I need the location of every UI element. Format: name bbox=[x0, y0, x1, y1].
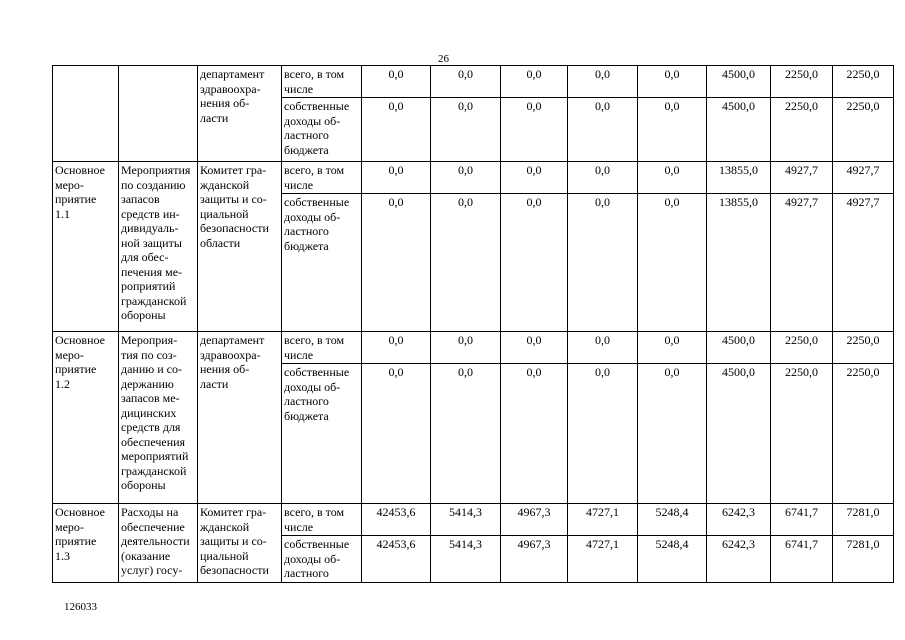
value-cell: 0,0 bbox=[501, 162, 568, 194]
value-cell: 13855,0 bbox=[707, 162, 771, 194]
executor-cell: Комитет гра- жданской защиты и со- циальной безопасности bbox=[198, 504, 282, 583]
value-cell: 13855,0 bbox=[707, 194, 771, 332]
value-cell: 2250,0 bbox=[833, 364, 894, 504]
measure-cell: Расходы на обеспечение деятельности (оказание услуг) госу- bbox=[119, 504, 198, 583]
value-cell: 0,0 bbox=[431, 162, 501, 194]
budget-table bbox=[52, 65, 894, 583]
value-cell: 2250,0 bbox=[771, 332, 833, 364]
funding-source-cell: собственные доходы об- ластного бюджета bbox=[282, 194, 362, 332]
value-cell: 0,0 bbox=[362, 162, 431, 194]
value-cell: 5414,3 bbox=[431, 536, 501, 583]
table-row bbox=[53, 332, 894, 364]
value-cell: 0,0 bbox=[568, 332, 638, 364]
value-cell: 0,0 bbox=[501, 66, 568, 98]
value-cell: 0,0 bbox=[501, 194, 568, 332]
measure-cell: Мероприя- тия по соз- данию и со- держанию запасов ме- дицинских средств для обеспечения мероприятий гражданской обороны bbox=[119, 332, 198, 504]
value-cell: 0,0 bbox=[638, 332, 707, 364]
funding-source-cell: собственные доходы об- ластного bbox=[282, 536, 362, 583]
value-cell: 0,0 bbox=[431, 364, 501, 504]
value-cell: 4927,7 bbox=[771, 194, 833, 332]
value-cell: 4927,7 bbox=[771, 162, 833, 194]
value-cell: 0,0 bbox=[431, 66, 501, 98]
value-cell: 0,0 bbox=[431, 332, 501, 364]
value-cell: 4967,3 bbox=[501, 504, 568, 536]
value-cell: 4727,1 bbox=[568, 504, 638, 536]
program-cell bbox=[53, 66, 119, 162]
value-cell: 0,0 bbox=[638, 162, 707, 194]
value-cell: 4967,3 bbox=[501, 536, 568, 583]
value-cell: 0,0 bbox=[568, 162, 638, 194]
funding-source-cell: всего, в том числе bbox=[282, 504, 362, 536]
value-cell: 0,0 bbox=[362, 332, 431, 364]
value-cell: 5248,4 bbox=[638, 504, 707, 536]
table-row bbox=[53, 504, 894, 536]
program-cell: Основное меро- приятие 1.2 bbox=[53, 332, 119, 504]
value-cell: 0,0 bbox=[568, 98, 638, 162]
value-cell: 0,0 bbox=[638, 194, 707, 332]
value-cell: 6242,3 bbox=[707, 536, 771, 583]
value-cell: 2250,0 bbox=[771, 66, 833, 98]
value-cell: 4500,0 bbox=[707, 364, 771, 504]
executor-cell: Комитет гра- жданской защиты и со- циальной безопасности области bbox=[198, 162, 282, 332]
value-cell: 0,0 bbox=[501, 98, 568, 162]
value-cell: 0,0 bbox=[568, 194, 638, 332]
value-cell: 0,0 bbox=[431, 194, 501, 332]
funding-source-cell: всего, в том числе bbox=[282, 332, 362, 364]
value-cell: 7281,0 bbox=[833, 536, 894, 583]
table-row bbox=[53, 66, 894, 98]
value-cell: 0,0 bbox=[362, 194, 431, 332]
value-cell: 6741,7 bbox=[771, 504, 833, 536]
funding-source-cell: всего, в том числе bbox=[282, 162, 362, 194]
value-cell: 0,0 bbox=[501, 332, 568, 364]
value-cell: 2250,0 bbox=[833, 98, 894, 162]
value-cell: 7281,0 bbox=[833, 504, 894, 536]
value-cell: 0,0 bbox=[431, 98, 501, 162]
value-cell: 6242,3 bbox=[707, 504, 771, 536]
value-cell: 5248,4 bbox=[638, 536, 707, 583]
value-cell: 0,0 bbox=[362, 98, 431, 162]
executor-cell: департамент здравоохра- нения об- ласти bbox=[198, 332, 282, 504]
value-cell: 0,0 bbox=[568, 364, 638, 504]
value-cell: 42453,6 bbox=[362, 536, 431, 583]
value-cell: 6741,7 bbox=[771, 536, 833, 583]
value-cell: 2250,0 bbox=[771, 98, 833, 162]
value-cell: 2250,0 bbox=[771, 364, 833, 504]
value-cell: 4500,0 bbox=[707, 66, 771, 98]
value-cell: 4727,1 bbox=[568, 536, 638, 583]
value-cell: 2250,0 bbox=[833, 332, 894, 364]
value-cell: 0,0 bbox=[501, 364, 568, 504]
value-cell: 0,0 bbox=[568, 66, 638, 98]
value-cell: 0,0 bbox=[638, 66, 707, 98]
page-number: 26 bbox=[438, 53, 449, 65]
value-cell: 5414,3 bbox=[431, 504, 501, 536]
table-row bbox=[53, 162, 894, 194]
value-cell: 0,0 bbox=[638, 98, 707, 162]
value-cell: 4500,0 bbox=[707, 98, 771, 162]
value-cell: 4500,0 bbox=[707, 332, 771, 364]
value-cell: 4927,7 bbox=[833, 194, 894, 332]
funding-source-cell: собственные доходы об- ластного бюджета bbox=[282, 98, 362, 162]
program-cell: Основное меро- приятие 1.3 bbox=[53, 504, 119, 583]
funding-source-cell: собственные доходы об- ластного бюджета bbox=[282, 364, 362, 504]
value-cell: 4927,7 bbox=[833, 162, 894, 194]
value-cell: 0,0 bbox=[638, 364, 707, 504]
measure-cell: Мероприятия по созданию запасов средств ин- дивидуаль- ной защиты для обес- печения ме- роприятий гражданской обороны bbox=[119, 162, 198, 332]
executor-cell: департамент здравоохра- нения об- ласти bbox=[198, 66, 282, 162]
value-cell: 42453,6 bbox=[362, 504, 431, 536]
document-id: 126033 bbox=[64, 601, 97, 613]
value-cell: 0,0 bbox=[362, 66, 431, 98]
funding-source-cell: всего, в том числе bbox=[282, 66, 362, 98]
value-cell: 0,0 bbox=[362, 364, 431, 504]
value-cell: 2250,0 bbox=[833, 66, 894, 98]
budget-table-body bbox=[53, 66, 894, 583]
program-cell: Основное меро- приятие 1.1 bbox=[53, 162, 119, 332]
measure-cell bbox=[119, 66, 198, 162]
